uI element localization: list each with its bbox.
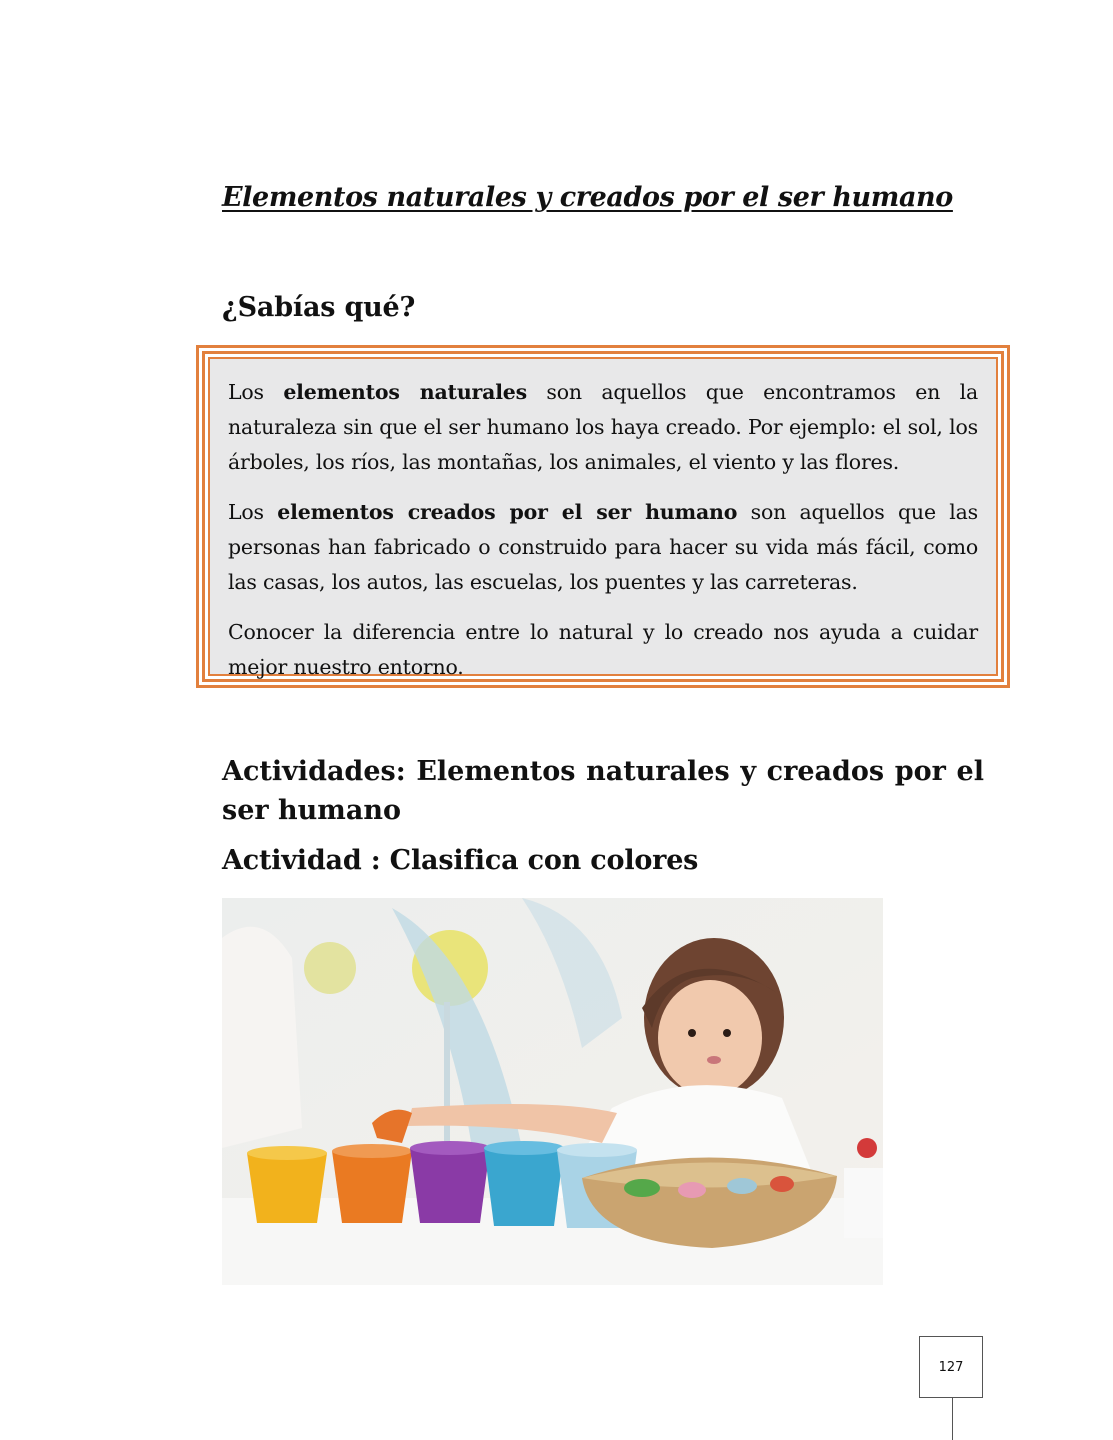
info-paragraph-human-made: Los elementos creados por el ser humano son aquellos que las personas han fabricado o construido para hacer su vida más fácil, como las casas, los autos, las escuelas, los puentes y las carreteras. xyxy=(228,500,978,594)
child-sorting-buckets-illustration xyxy=(222,898,883,1285)
activities-heading: Actividades: Elementos naturales y creados por el ser humano xyxy=(222,756,984,826)
bucket-blue xyxy=(484,1148,564,1226)
did-you-know-heading: ¿Sabías qué? xyxy=(222,292,416,323)
fabric-bag xyxy=(222,927,302,1148)
page-title: Elementos naturales y creados por el ser humano xyxy=(222,182,953,213)
activity-photo xyxy=(222,898,883,1285)
cup xyxy=(844,1168,883,1238)
bucket-orange xyxy=(332,1151,412,1223)
page-number: 127 xyxy=(919,1336,983,1398)
bucket-purple xyxy=(410,1148,490,1223)
page-number-line xyxy=(952,1398,953,1440)
activity-subheading: Actividad : Clasifica con colores xyxy=(222,845,699,876)
bucket-yellow xyxy=(247,1153,327,1223)
info-box xyxy=(196,345,1010,688)
wall-ball-decoration xyxy=(304,942,356,994)
bucket-row xyxy=(247,1141,637,1228)
child-face xyxy=(658,980,762,1096)
info-paragraph-conclusion: Conocer la diferencia entre lo natural y lo creado nos ayuda a cuidar mejor nuestro entorno. xyxy=(228,620,978,679)
info-paragraph-natural: Los elementos naturales son aquellos que encontramos en la naturaleza sin que el ser humano los haya creado. Por ejemplo: el sol, los árboles, los ríos, las montañas, los animales, el viento y las flores. xyxy=(228,380,978,474)
